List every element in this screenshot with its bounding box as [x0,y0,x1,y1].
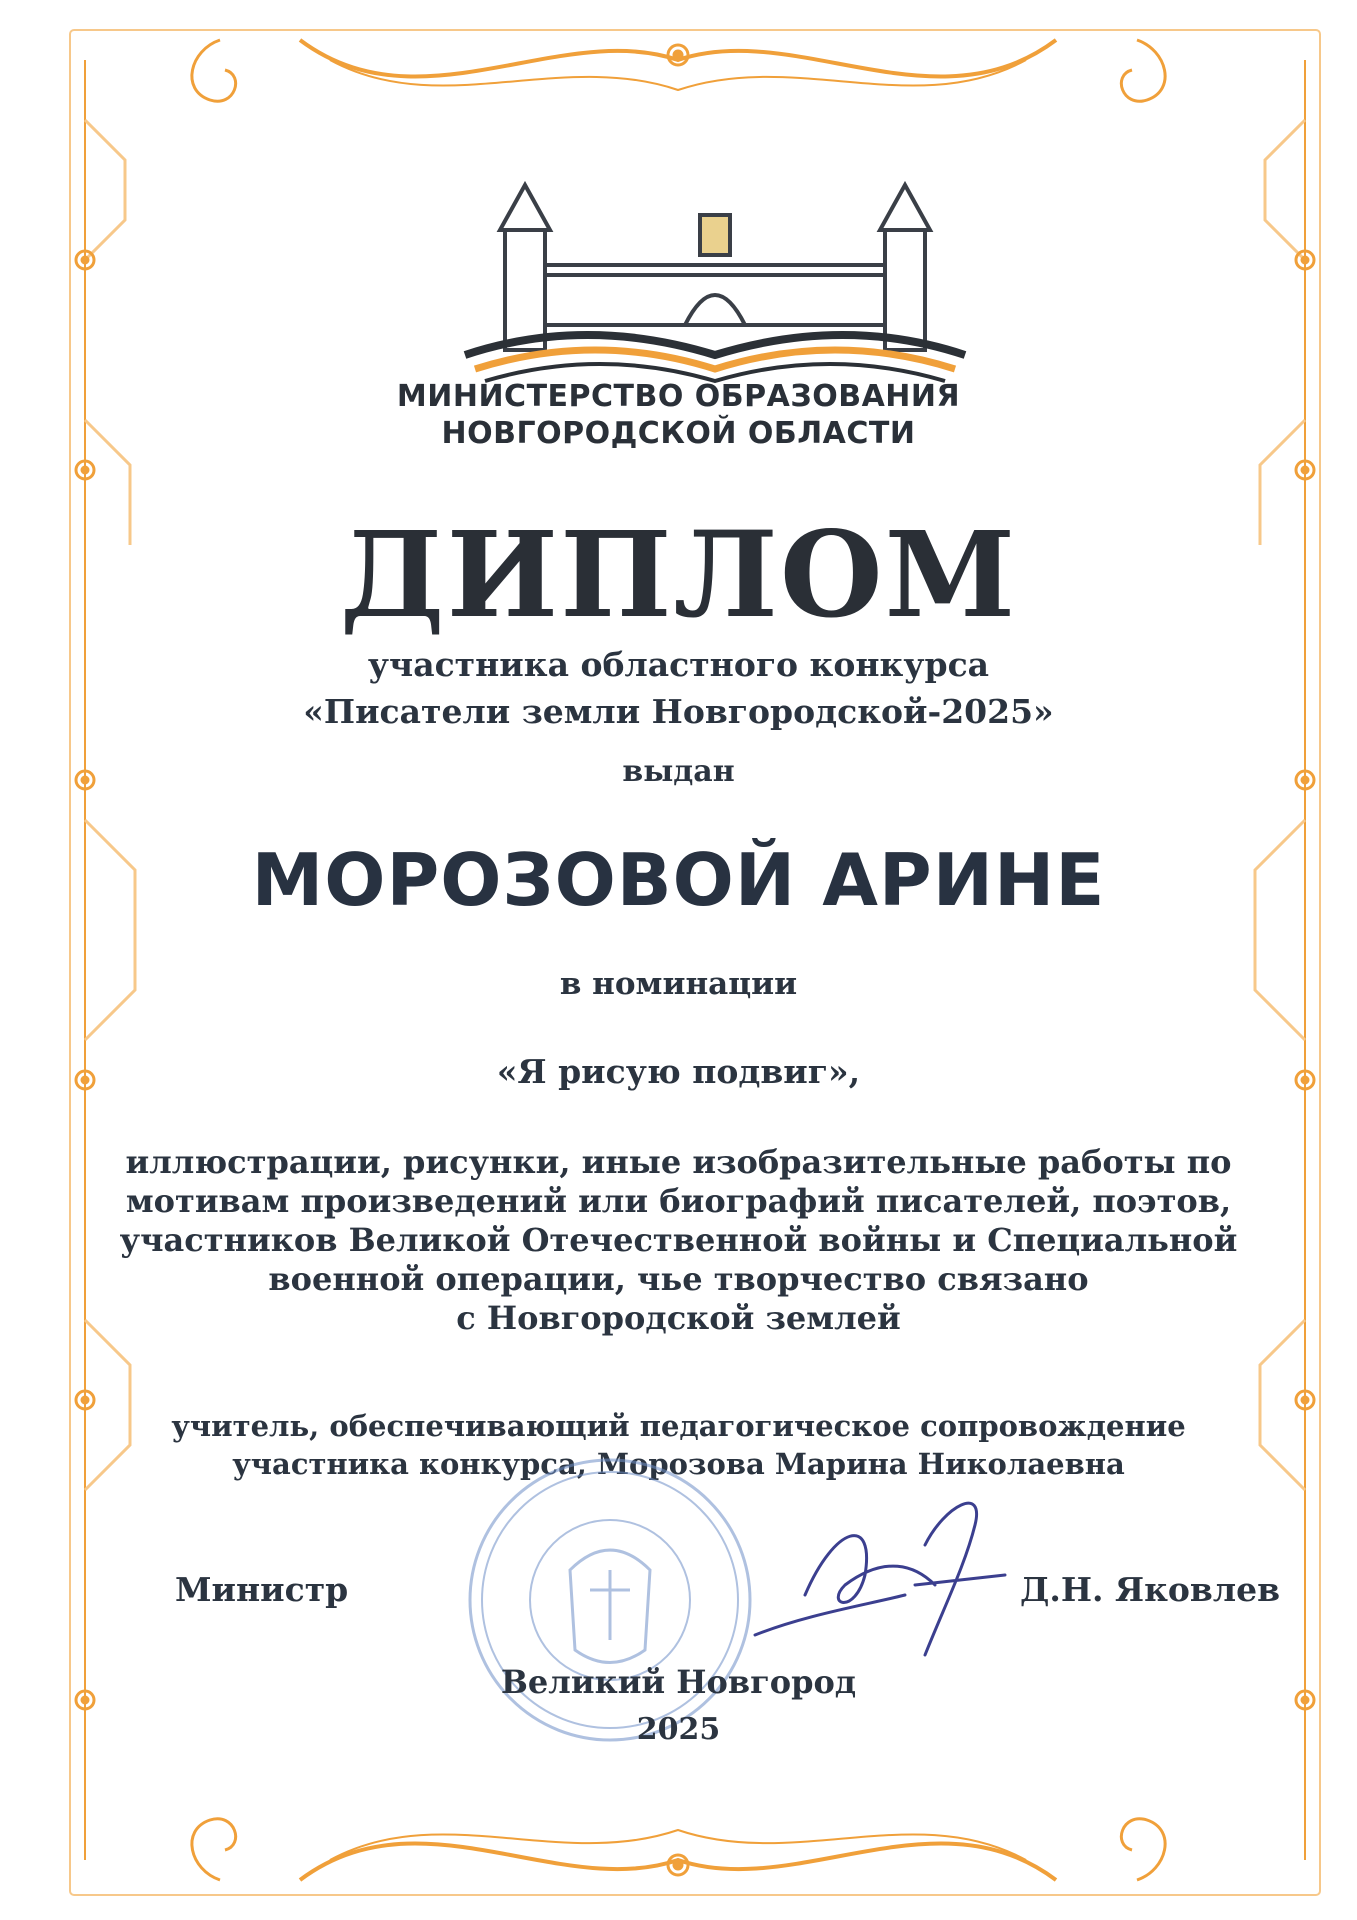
city: Великий Новгород [500,1663,857,1701]
handwritten-signature-icon [745,1485,1045,1665]
subtitle-line2: «Писатели земли Новгородской-2025» [303,692,1054,731]
signatory-name: Д.Н. Яковлев [1020,1570,1281,1609]
description-line: военной операции, чье творчество связано [268,1260,1089,1298]
signatory-title: Министр [175,1570,349,1609]
description-line: иллюстрации, рисунки, иные изобразительные работы по [125,1143,1232,1181]
diploma-title: ДИПЛОМ [339,505,1018,644]
teacher-line: учитель, обеспечивающий педагогическое сопровождение [171,1409,1186,1443]
description-line: участников Великой Отечественной войны и Специальной [119,1221,1238,1259]
ministry-line1: МИНИСТЕРСТВО ОБРАЗОВАНИЯ [396,379,961,414]
ministry-line2: НОВГОРОДСКОЙ ОБЛАСТИ [441,416,916,451]
issued-label: выдан [622,754,735,789]
description-line: мотивам произведений или биографий писателей, поэтов, [125,1182,1232,1220]
subtitle-line1: участника областного конкурса [367,645,990,684]
description-line: с Новгородской землей [456,1299,901,1337]
nomination-label: в номинации [559,966,798,1002]
nomination-title: «Я рисую подвиг», [496,1052,861,1091]
recipient-name: МОРОЗОВОЙ АРИНЕ [251,838,1106,922]
year: 2025 [636,1712,721,1747]
teacher-line: участника конкурса, Морозова Марина Николаевна [232,1447,1125,1481]
official-seal-icon [460,1450,760,1750]
kremlin-book-emblem-icon [455,155,975,390]
